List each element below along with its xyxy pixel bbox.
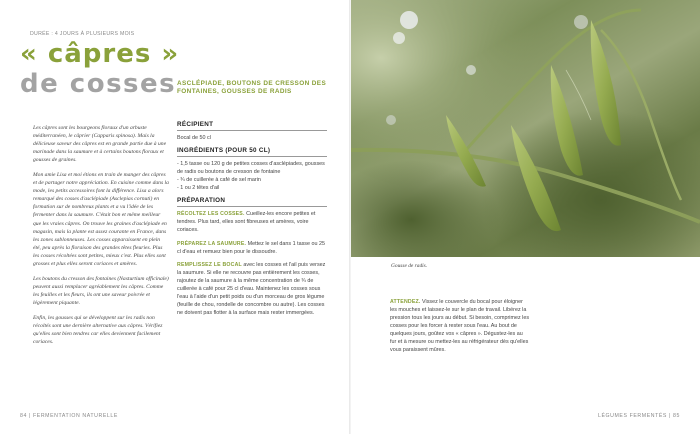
step-label: PRÉPAREZ LA SAUMURE. [177,240,247,247]
footer-left-page-number: 84 | FERMENTATION NATURELLE [20,413,118,419]
radish-pods-illustration [351,0,700,257]
recipient-heading: RÉCIPIENT [177,121,327,131]
intro-paragraph: Mon amie Lisa et moi étions en train de manger des câpres et de partager notre appréciation. En cuisine comme dans la mode, les petits accessoires font la différence. Lisa a alors remarqué des cosses d'asclépiade (Asclepias cornuti) en formation sur de nombreux plants et a vu l'idée de les fermenter dans la saumure. C'était bon et même meilleur que les vraies câpres. On trouve les graines d'asclépiade en magasin, mais la plante est assez courante en France, dans les zones sablonneuses. Les cosses apparaissent en plein été, peu après la floraison des grandes têtes fleuries. Plus les cosses récoltées sont petites, mieux c'est. Plus elles sont grosses et plus elles seront coriaces et amères. [33,172,169,267]
step-label: REMPLISSEZ LE BOCAL [177,261,242,268]
intro-paragraph: Enfin, les gousses qui se développent sur les radis non récoltés sont une dernière alternative aux câpres. Vérifiez qu'elles sont bien tendres car elles deviennent facilement coriaces. [33,314,163,346]
step-label: RÉCOLTEZ LES COSSES. [177,211,245,218]
recipe-title-line2: de cosses [20,69,177,99]
step-label: ATTENDEZ. [390,299,421,305]
recipe-title-line1: « câpres » [20,39,180,69]
step-text: avec les cosses et l'ail puis versez la saumure. Si elle ne recouvre pas entièrement les cosses, rajoutez de la saumure à la même concentration de ¾ de cuillerée à café pour 25 cl d'eau. Maintenez les cosses sous l'eau à l'aide d'un petit poids ou d'un morceau de gros légume (feuille de chou, rondelle de concombre ou autre). Les cosses ne doivent pas flotter à la surface mais rester immergées. [177,261,326,316]
ingredients-list [177,160,327,192]
footer-right-page-number: LÉGUMES FERMENTÉS | 85 [597,413,680,419]
step-text: Mettez le sel dans 1 tasse ou 25 cl d'eau et remuez bien pour le dissoudre. [177,240,325,255]
preparation-step [177,261,327,317]
preparation-step [177,240,327,256]
ingredient-item: - ¾ de cuillerée à café de sel marin [177,177,261,184]
preparation-heading: PRÉPARATION [177,197,327,207]
recipe-subtitle: ASCLÉPIADE, BOUTONS DE CRESSON DES FONTAINES, GOUSSES DE RADIS [177,80,327,96]
radish-pods-photo [351,0,700,257]
intro-paragraph: Les boutons du cresson des fontaines (Nasturtium officinale) peuvent aussi remplacer agréablement les câpres. Comme les feuilles et les fleurs, ils ont une saveur poivrée et légèrement piquante. [33,275,169,306]
step-text: Vissez le couvercle du bocal pour éloigner les mouches et laissez-le sur le plan de travail. Libérez la pression tous les jours au début. Si besoin, comprimez les cosses pour les forcer à rester sous l'eau. Au bout de quelques jours, goûtez vos « câpres ». Dégustez-les au fur et à mesure ou mettez-les au réfrigérateur dès qu'elles vous paraissent mûres. [390,299,530,354]
intro-paragraph: Les câpres sont les bourgeons floraux d'un arbuste méditerranéen, le câprier (Capparis spinosa). Mais la délicieuse saveur des câpres est en grande partie due à une marinade dans la saumure et à certains boutons floraux et gousses de graines. [33,125,167,164]
photo-caption: Gousse de radis. [391,263,428,269]
ingredients-heading: INGRÉDIENTS (POUR 50 CL) [177,147,327,157]
ingredient-item: - 1 ou 2 têtes d'ail [177,185,220,192]
intro-text [33,124,169,353]
recipient-value: Bocal de 50 cl [177,135,211,142]
duration-label: DURÉE : 4 JOURS À PLUSIEURS MOIS [30,31,135,37]
step-text: Cueillez-les encore petites et tendres. Plus tard, elles sont fibreuses et amères, voire coriaces. [177,211,316,234]
ingredient-item: - 1,5 tasse ou 120 g de petites cosses d'asclépiades, gousses de radis ou boutons de cresson de fontaine [177,161,325,176]
right-step-column [390,298,530,354]
recipe-column [177,121,327,322]
preparation-step [177,210,327,234]
